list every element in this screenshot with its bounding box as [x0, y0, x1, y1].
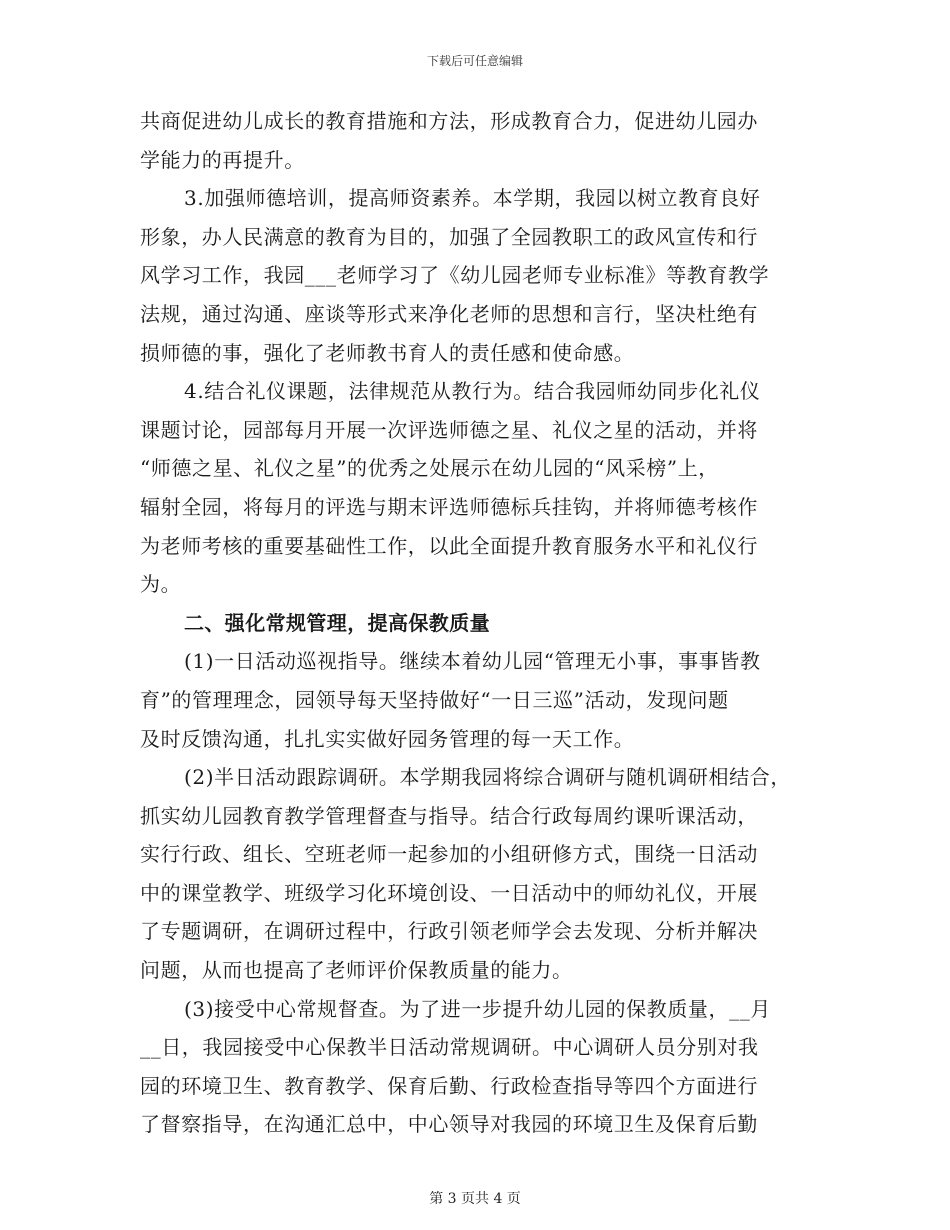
section-heading: 二、强化常规管理，提高保教质量	[184, 610, 490, 635]
text-line: 为。	[140, 572, 182, 597]
page-number: 第 3 页共 4 页	[429, 1191, 521, 1207]
text-line: 了专题调研，在调研过程中，行政引领老师学会去发现、分析并解决	[140, 919, 758, 944]
text-line: 中的课堂教学、班级学习化环境创设、一日活动中的师幼礼仪，开展	[140, 880, 758, 905]
text-line: 实行行政、组长、空班老师一起参加的小组研修方式，围绕一日活动	[140, 842, 758, 867]
text-line: 形象，办人民满意的教育为目的，加强了全园教职工的政风宣传和行	[140, 224, 758, 249]
text-line: (3)接受中心常规督查。为了进一步提升幼儿园的保教质量，__月	[184, 996, 771, 1021]
text-line: 育”的管理理念，园领导每天坚持做好“一日三巡”活动，发现问题	[140, 687, 729, 712]
text-line: 了督察指导，在沟通汇总中，中心领导对我园的环境卫生及保育后勤	[140, 1112, 758, 1137]
text-line: 课题讨论，园部每月开展一次评选师德之星、礼仪之星的活动，并将	[140, 417, 758, 442]
text-line: __日，我园接受中心保教半日活动常规调研。中心调研人员分别对我	[140, 1035, 759, 1060]
text-line: 3.加强师德培训，提高师资素养。本学期，我园以树立教育良好	[184, 186, 761, 211]
text-line: 4.结合礼仪课题，法律规范从教行为。结合我园师幼同步化礼仪	[184, 379, 761, 404]
text-line: 园的环境卫生、教育教学、保育后勤、行政检查指导等四个方面进行	[140, 1073, 758, 1098]
document-body	[140, 102, 830, 1144]
text-line: 抓实幼儿园教育教学管理督查与指导。结合行政每周约课听课活动，	[140, 803, 758, 828]
text-line: 共商促进幼儿成长的教育措施和方法，形成教育合力，促进幼儿园办	[140, 109, 758, 133]
text-line: 问题，从而也提高了老师评价保教质量的能力。	[140, 958, 573, 983]
page-header: 下载后可任意编辑	[426, 54, 523, 68]
text-line: 风学习工作，我园___老师学习了《幼儿园老师专业标准》等教育教学	[140, 263, 770, 288]
text-line: 及时反馈沟通，扎扎实实做好园务管理的每一天工作。	[140, 726, 635, 751]
text-line: 辐射全园，将每月的评选与期末评选师德标兵挂钩，并将师德考核作	[140, 494, 758, 519]
text-line: (2)半日活动跟踪调研。本学期我园将综合调研与随机调研相结合，	[184, 765, 791, 790]
text-line: 为老师考核的重要基础性工作，以此全面提升教育服务水平和礼仪行	[140, 533, 758, 558]
text-line: 法规，通过沟通、座谈等形式来净化老师的思想和言行，坚决杜绝有	[140, 301, 758, 326]
text-line: (1)一日活动巡视指导。继续本着幼儿园“管理无小事，事事皆教	[184, 649, 761, 674]
text-line: “师德之星、礼仪之星”的优秀之处展示在幼儿园的“风采榜”上，	[140, 456, 719, 481]
text-line: 损师德的事，强化了老师教书育人的责任感和使命感。	[140, 340, 635, 365]
text-line: 学能力的再提升。	[140, 147, 305, 172]
